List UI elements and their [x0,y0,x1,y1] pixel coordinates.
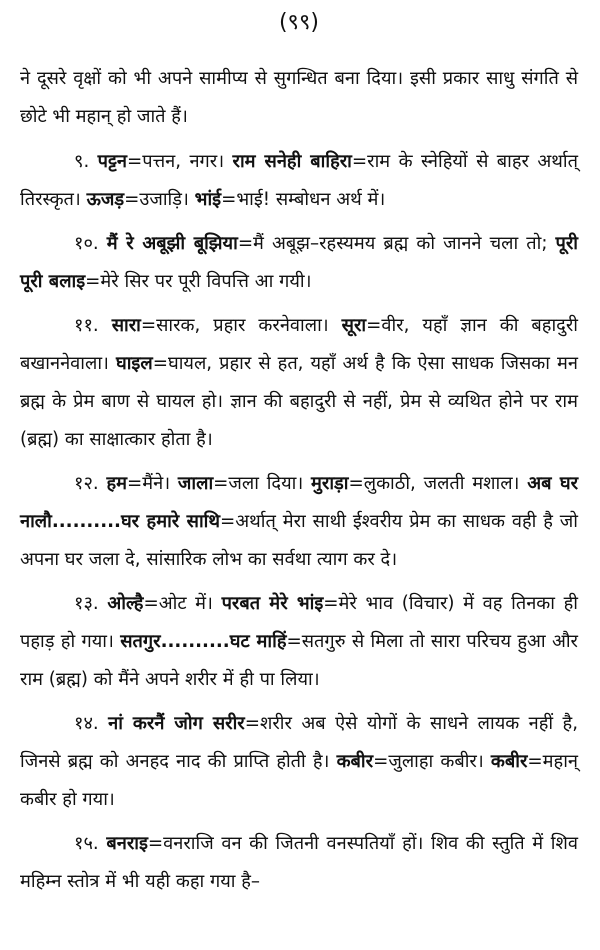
gloss-text: ९. [74,151,98,172]
gloss-text: =महान् कबीर हो गया। [20,751,578,810]
gloss-text: =मैं अबूझ–रहस्यमय ब्रह्म को जानने चला तो; [237,233,556,254]
term-headword: मैं रे अबूझी बूझिया [106,233,238,254]
note-11 [20,307,578,459]
gloss-text: =मेरे भाव (विचार) में वह तिनका ही पहाड़ हो गया। [20,593,578,652]
gloss-text: =घायल, प्रहार से हत, यहाँ अर्थ है कि ऐसा साधक जिसका मन ब्रह्म के प्रेम बाण से घायल हो। ज्ञान की बहादुरी से नहीं, प्रेम से व्यथित होने पर राम (ब्रह्म) का साक्षात्कार होता है। [20,353,578,450]
term-headword: राम सनेही बाहिरा [232,151,352,172]
term-headword: कबीर [336,751,374,772]
gloss-text: =वनराजि वन की जितनी वनस्पतियाँ हों। शिव की स्तुति में शिव महिम्न स्तोत्र में भी यही कहा गया है– [20,833,578,892]
term-headword: पट्टन [97,151,127,172]
gloss-text: ११. [74,315,112,336]
paragraph-continuation [20,60,578,136]
term-headword: कबीर [490,751,528,772]
gloss-text: =राम के स्नेहियों से बाहर अर्थात् तिरस्कृत। [20,151,578,210]
gloss-text: =मैंने। [127,473,178,494]
note-14 [20,705,578,819]
term-headword: बनराइ [106,833,148,854]
gloss-text: १४. [74,713,109,734]
gloss-text: =ओट में। [143,593,222,614]
gloss-text: =वीर, यहाँ ज्ञान की बहादुरी बखाननेवाला। [20,315,578,374]
term-headword: मुराड़ा [311,473,349,494]
gloss-text: =सारक, प्रहार करनेवाला। [140,315,342,336]
note-15 [20,825,578,901]
gloss-text: =जला दिया। [213,473,312,494]
term-headword: जाला [177,473,214,494]
note-13 [20,585,578,699]
page-number: (९९) [278,10,320,35]
term-headword: सूरा [341,315,367,336]
term-headword: ऊजड़ [86,189,125,210]
term-headword: सारा [111,315,141,336]
note-9 [20,143,578,219]
gloss-text: =पत्तन, नगर। [127,151,233,172]
note-10 [20,225,578,301]
gloss-text: =मेरे सिर पर पूरी विपत्ति आ गयी। [85,271,312,292]
gloss-text: =उजाड़ि। [124,189,195,210]
term-headword: घाइल [115,353,153,374]
gloss-text: =अर्थात् मेरा साथी ईश्वरीय प्रेम का साधक वही है जो अपना घर जला दे, सांसारिक लोभ का सर्वथा त्याग कर दे। [20,511,579,570]
gloss-text: १०. [74,233,107,254]
gloss-text: =जुलाहा कबीर। [373,751,491,772]
term-headword: ओल्है [107,593,144,614]
term-headword: परबत मेरे भांइ [221,593,324,614]
note-12 [20,465,578,579]
gloss-text: =भाई! सम्बोधन अर्थ में। [221,189,386,210]
term-headword: नां करनैं जोग सरीर [108,713,245,734]
gloss-text: १२. [74,473,107,494]
term-headword: अब घर नालौ..........घर हमारे साथि [20,473,579,532]
gloss-text: =शरीर अब ऐसे योगों के साधने लायक नहीं है, जिनसे ब्रह्म को अनहद नाद की प्राप्ति होती है। [20,713,578,772]
gloss-text: =लुकाठी, जलती मशाल। [348,473,528,494]
gloss-text: १३. [74,593,108,614]
term-headword: हम [106,473,128,494]
term-headword: भांई [194,189,222,210]
gloss-text: =सतगुरु से मिला तो सारा परिचय हुआ और राम (ब्रह्म) को मैंने अपने शरीर में ही पा लिया। [20,631,578,690]
term-headword: सतगुर..........घट माहिं [120,631,287,652]
term-headword: पूरी पूरी बलाइ [20,233,578,292]
gloss-text: ने दूसरे वृक्षों को भी अपने सामीप्य से सुगन्धित बना दिया। इसी प्रकार साधु संगति से छोटे भी महान् हो जाते हैं। [20,68,578,127]
gloss-text: १५. [74,833,107,854]
